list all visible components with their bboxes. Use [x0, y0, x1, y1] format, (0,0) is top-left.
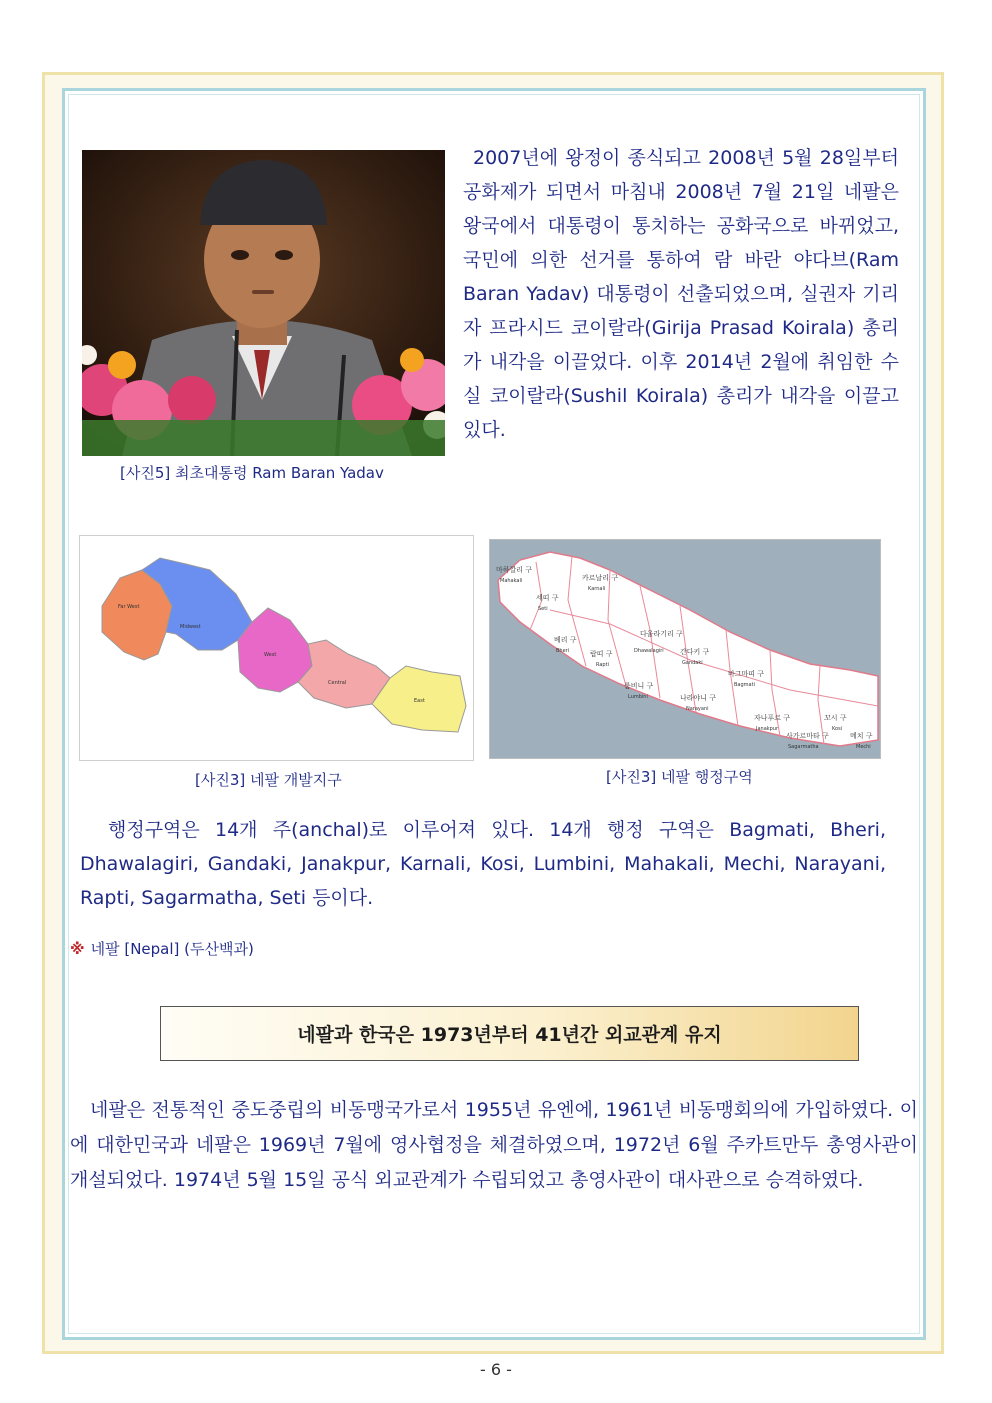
president-photo — [82, 150, 445, 456]
zone-label-bheri-en: Bheri — [556, 648, 570, 654]
paragraph-zones: 행정구역은 14개 주(anchal)로 이루어져 있다. 14개 행정 구역은 Bagmati, Bheri, Dhawalagiri, Gandaki, Janakpur, Karnali, Kosi, Lumbini, Mahakali, Mechi, Narayani, Rapti, Sagarmatha, Seti 등이다. — [80, 819, 886, 909]
label-central: Central — [328, 680, 347, 686]
zone-label-rapti-ko: 랍띠 구 — [590, 650, 613, 658]
photo-caption: [사진5] 최초대통령 Ram Baran Yadav — [120, 464, 384, 482]
paragraph-republic: 2007년에 왕정이 종식되고 2008년 5월 28일부터 공화제가 되면서 마침내 2008년 7월 21일 네팔은 왕국에서 대통령이 통치하는 공화국으로 바뀌었고, 국민에 의한 선거를 통하여 람 바란 야다브(Ram Baran Yadav) 대통령이 선출되었으며, 실권자 기리자 프라시드 코이랄라(Girija Prasad Koirala) 총리가 내각을 이끌었다. 이후 2014년 2월에 취임한 수실 코이랄라(Sushil Koirala) 총리가 내각을 이끌고 있다. — [463, 147, 899, 441]
president-photo-illustration — [82, 150, 445, 456]
reference-text: 네팔 [Nepal] (두산백과) — [90, 940, 254, 958]
zone-label-rapti-en: Rapti — [596, 662, 609, 668]
zone-label-lumbini-ko: 룸비니 구 — [624, 682, 654, 690]
administrative-zones-map — [489, 539, 881, 759]
label-east: East — [414, 698, 425, 704]
label-far-west: Far West — [118, 604, 140, 610]
zone-label-mechi-en: Mechi — [856, 744, 871, 750]
zone-label-kosi-en: Kosi — [832, 726, 843, 732]
zone-label-sagarmatha-en: Sagarmatha — [788, 744, 819, 750]
zone-label-dhawalagiri-ko: 다울라기리 구 — [640, 630, 683, 638]
zone-label-janakpur-en: Janakpur — [756, 726, 779, 732]
development-regions-map — [79, 535, 474, 761]
zone-label-mahakali-ko: 마하깔리 구 — [496, 566, 533, 574]
label-midwest: Midwest — [180, 624, 201, 630]
label-west: West — [264, 652, 277, 658]
zone-label-dhawalagiri-en: Dhawalagiri — [634, 648, 664, 654]
zone-label-bagmati-ko: 바그마띠 구 — [728, 670, 765, 678]
page-number: - 6 - — [480, 1360, 512, 1379]
zone-label-narayani-ko: 나라야니 구 — [680, 694, 717, 702]
paragraph-diplomacy: 네팔은 전통적인 중도중립의 비동맹국가로서 1955년 유엔에, 1961년 비동맹회의에 가입하였다. 이에 대한민국과 네팔은 1969년 7월에 영사협정을 체결하였으며, 1972년 6월 주카트만두 총영사관이 개설되었다. 1974년 5월 15일 공식 외교관계가 수립되었고 총영사관이 대사관으로 승격하였다. — [70, 1099, 918, 1191]
zone-label-sagarmatha-ko: 사가르마타 구 — [786, 732, 829, 740]
zone-label-narayani-en: Narayani — [686, 706, 709, 712]
zone-label-bagmati-en: Bagmati — [734, 682, 755, 688]
zone-label-janakpur-ko: 자나푸르 구 — [754, 714, 791, 722]
zone-label-kosi-ko: 꼬시 구 — [824, 714, 847, 722]
zone-label-gandaki-en: Gandaki — [682, 660, 703, 666]
zone-label-karnali-ko: 카르날리 구 — [582, 574, 619, 582]
zone-label-lumbini-en: Lumbini — [628, 694, 648, 700]
zone-label-seti-en: Seti — [538, 606, 548, 612]
zone-label-mechi-ko: 메치 구 — [850, 732, 873, 740]
zone-label-seti-ko: 세띠 구 — [536, 594, 559, 602]
zone-label-karnali-en: Karnali — [588, 586, 606, 592]
section-title: 네팔과 한국은 1973년부터 41년간 외교관계 유지 — [160, 1006, 859, 1061]
reference-mark: ※ — [70, 940, 85, 958]
reference-note — [70, 938, 254, 959]
zone-label-bheri-ko: 베리 구 — [554, 636, 577, 644]
map-admin-caption: [사진3] 네팔 행정구역 — [606, 768, 753, 786]
zone-label-mahakali-en: Mahakali — [500, 578, 523, 584]
zone-label-gandaki-ko: 간다키 구 — [680, 648, 710, 656]
map-dev-caption: [사진3] 네팔 개발지구 — [195, 771, 342, 789]
